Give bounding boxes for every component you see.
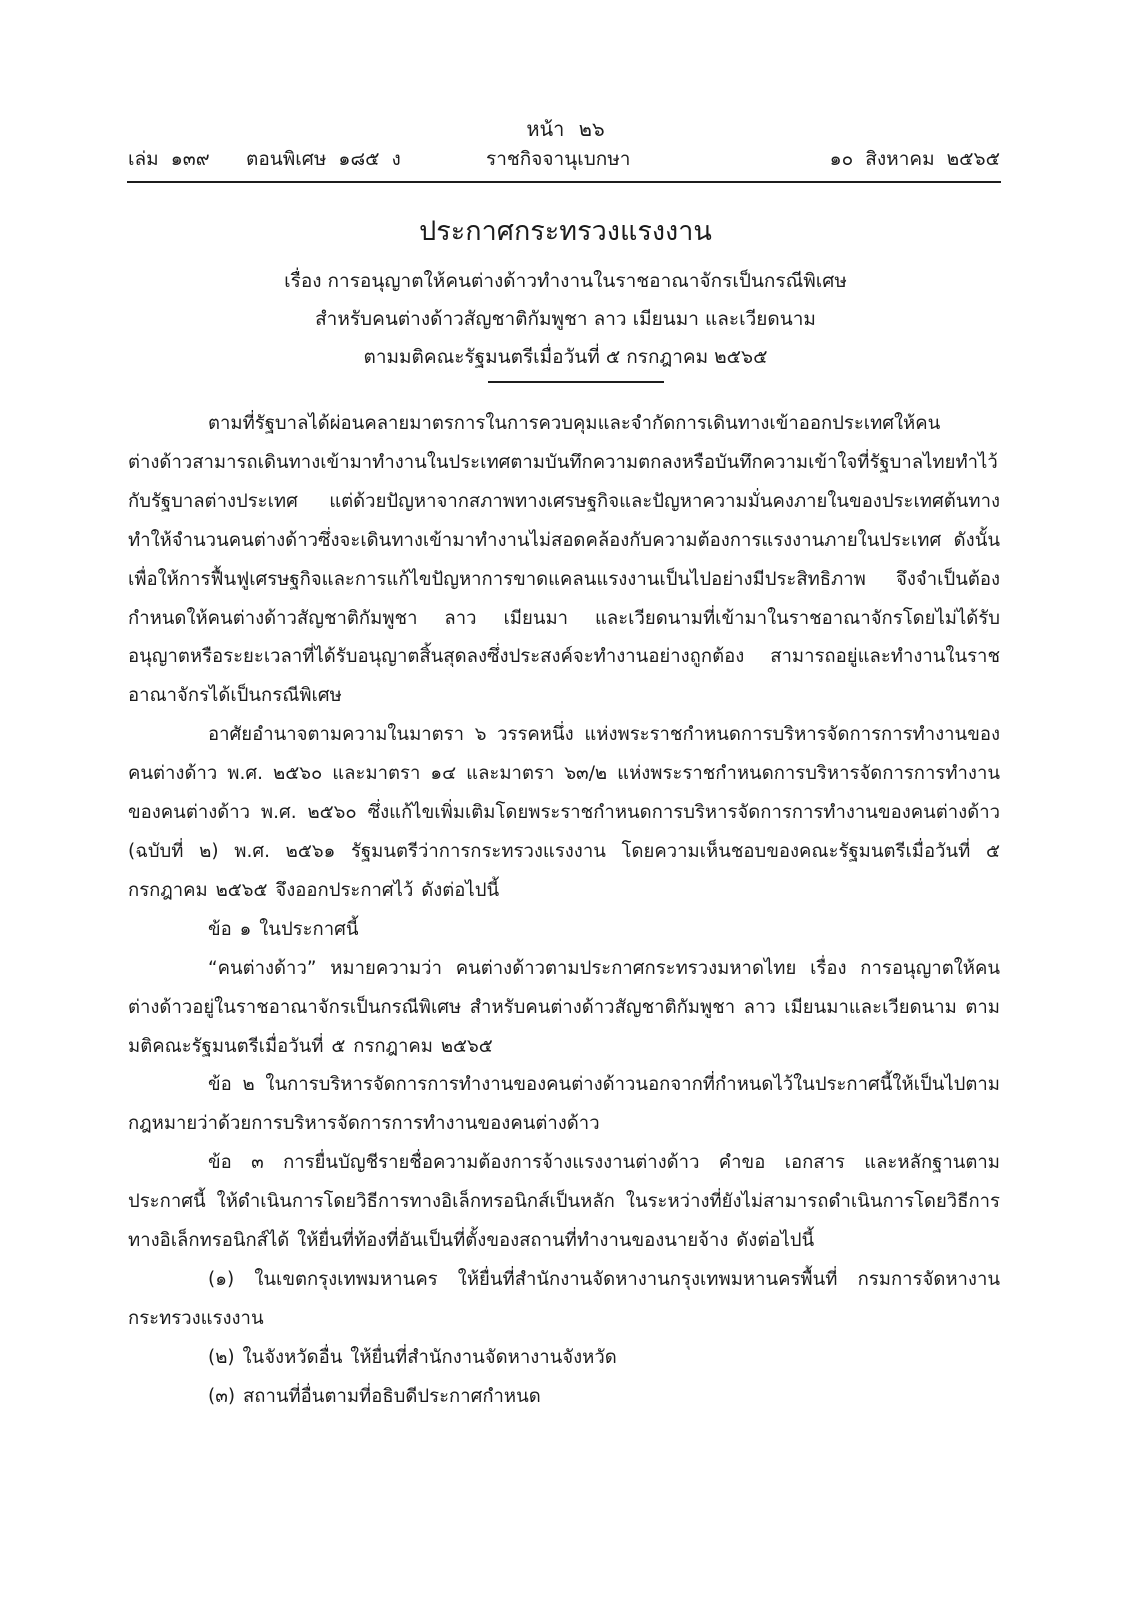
clause-3-item-1: (๑) ในเขตกรุงเทพมหานคร ให้ยื่นที่สำนักงานจัดหางานกรุงเทพมหานครพื้นที่ กรมการจัดหางานกระทรวงแรงงาน xyxy=(128,1268,1000,1329)
gazette-header xyxy=(128,146,1000,176)
clause-3-item-3: (๓) สถานที่อื่นตามที่อธิบดีประกาศกำหนด xyxy=(208,1385,541,1407)
announcement-title: ประกาศกระทรวงแรงงาน xyxy=(419,216,712,247)
header-divider xyxy=(127,181,1001,183)
subject-line: เรื่อง การอนุญาตให้คนต่างด้าวทำงานในราชอาณาจักรเป็นกรณีพิเศษ xyxy=(284,270,847,292)
clause-3: ข้อ ๓ การยื่นบัญชีรายชื่อความต้องการจ้างแรงงานต่างด้าว คำขอ เอกสาร และหลักฐานตามประกาศนี้ ให้ดำเนินการโดยวิธีการทางอิเล็กทรอนิกส์เป็นหลัก ในระหว่างที่ยังไม่สามารถดำเนินการโดยวิธีการทางอิเล็กทรอนิกส์ได้ ให้ยื่นที่ท้องที่อันเป็นที่ตั้งของสถานที่ทำงานของนายจ้าง ดังต่อไปนี้ xyxy=(128,1152,1000,1252)
clause-3-item-2: (๒) ในจังหวัดอื่น ให้ยื่นที่สำนักงานจัดหางานจังหวัด xyxy=(208,1346,617,1368)
publication-date: ๑๐ สิงหาคม ๒๕๖๕ xyxy=(829,148,1000,170)
announcement-subject xyxy=(0,262,1131,376)
gazette-name: ราชกิจจานุเบกษา xyxy=(486,148,631,170)
subject-line: สำหรับคนต่างด้าวสัญชาติกัมพูชา ลาว เมียนมา และเวียดนาม xyxy=(315,308,816,330)
clause-2: ข้อ ๒ ในการบริหารจัดการการทำงานของคนต่างด้าวนอกจากที่กำหนดไว้ในประกาศนี้ให้เป็นไปตามกฎหมายว่าด้วยการบริหารจัดการการทำงานของคนต่างด้าว xyxy=(128,1074,1000,1135)
definition-paragraph: “คนต่างด้าว” หมายความว่า คนต่างด้าวตามประกาศกระทรวงมหาดไทย เรื่อง การอนุญาตให้คนต่างด้าวอยู่ในราชอาณาจักรเป็นกรณีพิเศษ สำหรับคนต่างด้าวสัญชาติกัมพูชา ลาว เมียนมาและเวียดนาม ตามมติคณะรัฐมนตรีเมื่อวันที่ ๕ กรกฎาคม ๒๕๖๕ xyxy=(128,957,1000,1057)
authority-paragraph: อาศัยอำนาจตามความในมาตรา ๖ วรรคหนึ่ง แห่งพระราชกำหนดการบริหารจัดการการทำงานของคนต่างด้าว พ.ศ. ๒๕๖๐ และมาตรา ๑๔ และมาตรา ๖๓/๒ แห่งพระราชกำหนดการบริหารจัดการการทำงานของคนต่างด้าว พ.ศ. ๒๕๖๐ ซึ่งแก้ไขเพิ่มเติมโดยพระราชกำหนดการบริหารจัดการการทำงานของคนต่างด้าว (ฉบับที่ ๒) พ.ศ. ๒๕๖๑ รัฐมนตรีว่าการกระทรวงแรงงาน โดยความเห็นชอบของคณะรัฐมนตรีเมื่อวันที่ ๕ กรกฎาคม ๒๕๖๕ จึงออกประกาศไว้ ดังต่อไปนี้ xyxy=(128,724,1000,901)
volume-number: เล่ม ๑๓๙ xyxy=(128,148,210,170)
section-number: ตอนพิเศษ ๑๘๕ ง xyxy=(246,148,401,170)
page-number: หน้า ๒๖ xyxy=(526,117,605,141)
subject-line: ตามมติคณะรัฐมนตรีเมื่อวันที่ ๕ กรกฎาคม ๒๕๖๕ xyxy=(363,346,768,368)
preamble-paragraph: ตามที่รัฐบาลได้ผ่อนคลายมาตรการในการควบคุมและจำกัดการเดินทางเข้าออกประเทศให้คนต่างด้าวสามารถเดินทางเข้ามาทำงานในประเทศตามบันทึกความตกลงหรือบันทึกความเข้าใจที่รัฐบาลไทยทำไว้กับรัฐบาลต่างประเทศ แต่ด้วยปัญหาจากสภาพทางเศรษฐกิจและปัญหาความมั่นคงภายในของประเทศต้นทาง ทำให้จำนวนคนต่างด้าวซึ่งจะเดินทางเข้ามาทำงานไม่สอดคล้องกับความต้องการแรงงานภายในประเทศ ดังนั้น เพื่อให้การฟื้นฟูเศรษฐกิจและการแก้ไขปัญหาการขาดแคลนแรงงานเป็นไปอย่างมีประสิทธิภาพ จึงจำเป็นต้องกำหนดให้คนต่างด้าวสัญชาติกัมพูชา ลาว เมียนมา และเวียดนามที่เข้ามาในราชอาณาจักรโดยไม่ได้รับอนุญาตหรือระยะเวลาที่ได้รับอนุญาตสิ้นสุดลงซึ่งประสงค์จะทำงานอย่างถูกต้อง สามารถอยู่และทำงานในราชอาณาจักรได้เป็นกรณีพิเศษ xyxy=(128,413,1000,707)
announcement-body xyxy=(128,405,1000,1417)
clause-1: ข้อ ๑ ในประกาศนี้ xyxy=(208,918,359,940)
title-divider xyxy=(488,381,664,383)
